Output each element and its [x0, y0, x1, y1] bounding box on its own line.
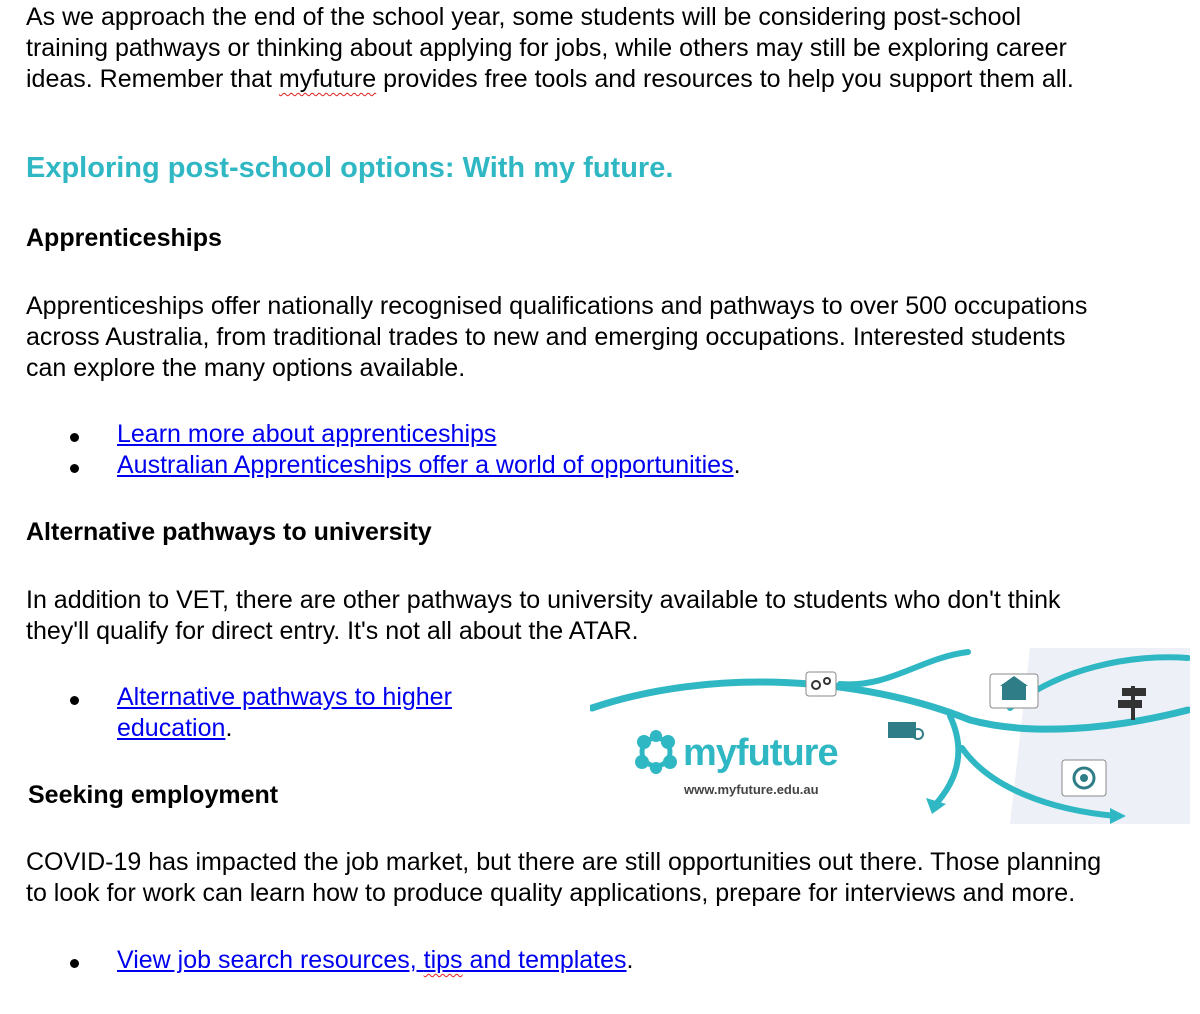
bullet-icon: [70, 433, 79, 442]
section-heading: Exploring post-school options: With my future.: [26, 152, 674, 184]
list-item: Alternative pathways to higher education.: [117, 683, 452, 742]
alternative-line-1: In addition to VET, there are other pathways to university available to students who don't think: [26, 586, 1061, 614]
banner-branch-top: [840, 652, 968, 684]
myfuture-logo-text: myfuture: [683, 732, 838, 774]
bullet-icon: [70, 959, 79, 968]
school-building-icon: [990, 674, 1038, 708]
alternative-line-2: they'll qualify for direct entry. It's not all about the ATAR.: [26, 617, 639, 645]
people-icon: [806, 672, 836, 696]
link-learn-apprenticeships[interactable]: Learn more about apprenticeships: [117, 420, 497, 448]
banner-branch-down: [934, 716, 958, 806]
employment-line-2: to look for work can learn how to produce quality applications, prepare for interviews and more.: [26, 879, 1076, 907]
intro-line-2: training pathways or thinking about applying for jobs, while others may still be exploring career: [26, 34, 1067, 62]
apprenticeships-line-1: Apprenticeships offer nationally recognised qualifications and pathways to over 500 occupations: [26, 292, 1088, 320]
list-item: Australian Apprenticeships offer a world of opportunities.: [117, 451, 741, 479]
employment-line-1: COVID-19 has impacted the job market, but there are still opportunities out there. Those planning: [26, 848, 1102, 876]
list-item: View job search resources, tips and templates.: [117, 946, 634, 974]
apprenticeships-title: Apprenticeships: [26, 224, 222, 252]
intro-line-1: As we approach the end of the school year, some students will be considering post-school: [26, 3, 1022, 31]
link-job-search-resources[interactable]: View job search resources, tips and templates: [117, 946, 627, 974]
myfuture-logo-icon: [635, 730, 677, 774]
link-australian-apprenticeships[interactable]: Australian Apprenticeships offer a world of opportunities: [117, 451, 734, 479]
brand-name-misspelled: myfuture: [278, 65, 377, 93]
apprenticeships-line-3: can explore the many options available.: [26, 354, 466, 382]
alternative-title: Alternative pathways to university: [26, 518, 432, 546]
employment-title: Seeking employment: [28, 781, 279, 809]
myfuture-banner: [590, 648, 1190, 824]
bullet-icon: [70, 696, 79, 705]
bullet-icon: [70, 464, 79, 473]
myfuture-url: www.myfuture.edu.au: [684, 782, 819, 797]
search-document-icon: [888, 722, 923, 739]
link-alternative-pathways[interactable]: Alternative pathways to higher education: [117, 683, 452, 742]
list-item: [117, 419, 496, 450]
intro-line-3: ideas. Remember that myfuture provides free tools and resources to help you support them all.: [26, 65, 1074, 93]
banner-graphic: [590, 648, 1190, 824]
apprenticeships-line-2: across Australia, from traditional trades to new and emerging occupations. Interested students: [26, 323, 1066, 351]
target-icon: [1062, 760, 1106, 796]
